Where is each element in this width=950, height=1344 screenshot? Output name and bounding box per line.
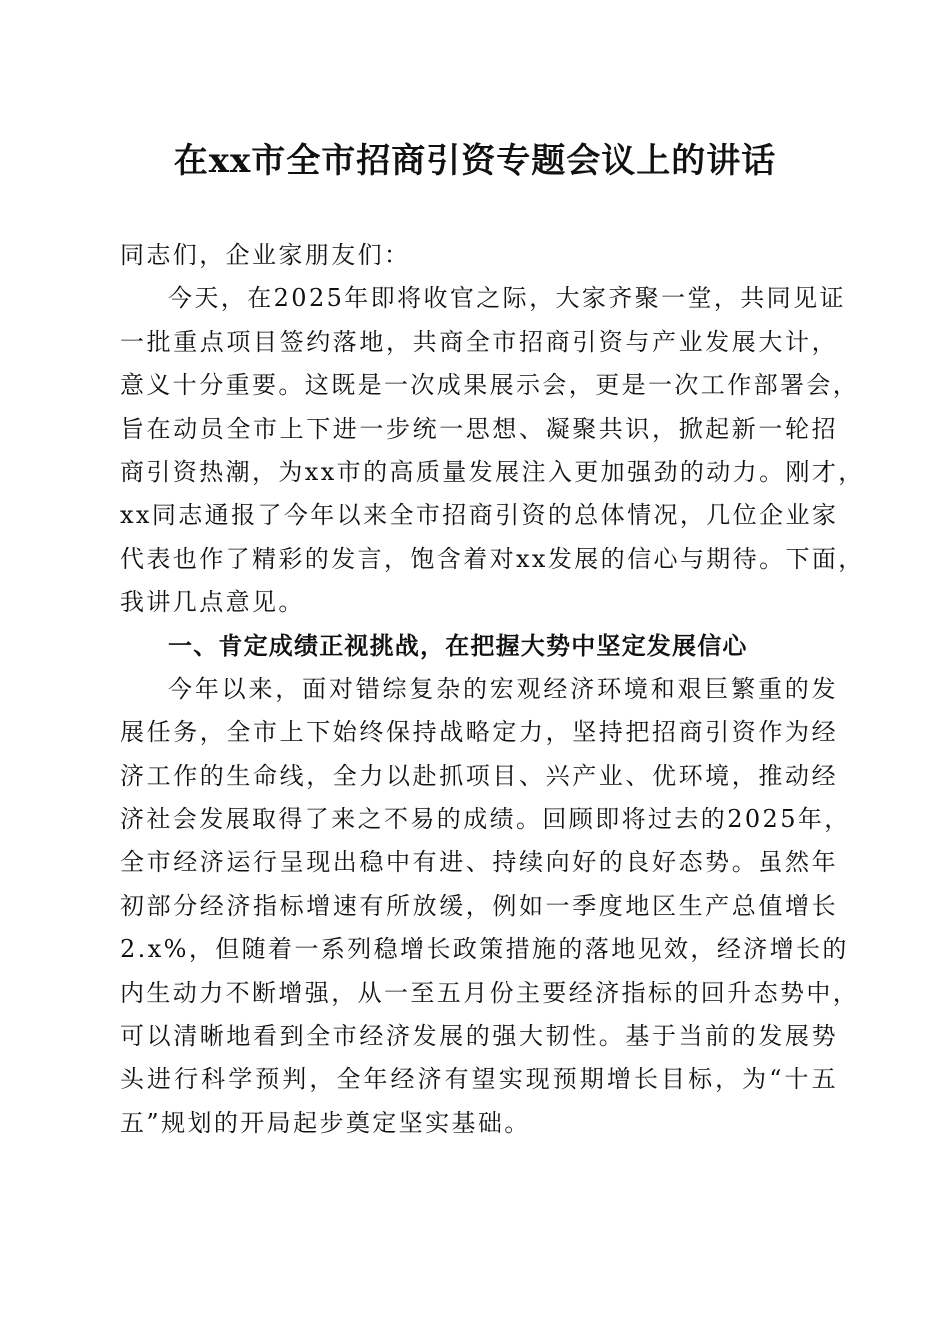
paragraph-line: 济工作的生命线，全力以赴抓项目、兴产业、优环境，推动经 bbox=[120, 761, 838, 790]
paragraph-line: 五”规划的开局起步奠定坚实基础。 bbox=[120, 1108, 531, 1137]
paragraph-line: 可以清晰地看到全市经济发展的强大韧性。基于当前的发展势 bbox=[120, 1022, 838, 1051]
paragraph-line: 2.x%，但随着一系列稳增长政策措施的落地见效，经济增长的 bbox=[120, 935, 849, 964]
paragraph-line: 我讲几点意见。 bbox=[120, 588, 305, 617]
paragraph-line: xx同志通报了今年以来全市招商引资的总体情况，几位企业家 bbox=[120, 501, 839, 530]
section-heading: 一、肯定成绩正视挑战，在把握大势中坚定发展信心 bbox=[168, 631, 748, 660]
paragraph-line: 代表也作了精彩的发言，饱含着对xx发展的信心与期待。下面， bbox=[120, 544, 865, 573]
paragraph-line: 全市经济运行呈现出稳中有进、持续向好的良好态势。虽然年 bbox=[120, 848, 838, 877]
paragraph-intro bbox=[120, 277, 865, 624]
salutation: 同志们，企业家朋友们： bbox=[120, 241, 411, 269]
paragraph-line: 今天，在2025年即将收官之际，大家齐聚一堂，共同见证 bbox=[168, 284, 846, 313]
paragraph-line: 旨在动员全市上下进一步统一思想、凝聚共识，掀起新一轮招 bbox=[120, 414, 838, 443]
paragraph-section-1 bbox=[120, 668, 860, 1145]
paragraph-line: 今年以来，面对错综复杂的宏观经济环境和艰巨繁重的发 bbox=[168, 674, 838, 703]
paragraph-line: 初部分经济指标增速有所放缓，例如一季度地区生产总值增长 bbox=[120, 891, 838, 920]
document-title: 在xx市全市招商引资专题会议上的讲话 bbox=[173, 141, 777, 181]
paragraph-line: 意义十分重要。这既是一次成果展示会，更是一次工作部署会， bbox=[120, 371, 860, 400]
paragraph-line: 展任务，全市上下始终保持战略定力，坚持把招商引资作为经 bbox=[120, 718, 838, 747]
paragraph-line: 济社会发展取得了来之不易的成绩。回顾即将过去的2025年， bbox=[120, 805, 851, 834]
paragraph-line: 头进行科学预判，全年经济有望实现预期增长目标，为“十五 bbox=[120, 1065, 838, 1094]
paragraph-line: 一批重点项目签约落地，共商全市招商引资与产业发展大计， bbox=[120, 327, 838, 356]
paragraph-line: 内生动力不断增强，从一至五月份主要经济指标的回升态势中， bbox=[120, 978, 860, 1007]
document-body bbox=[120, 234, 865, 1145]
paragraph-line: 商引资热潮，为xx市的高质量发展注入更加强劲的动力。刚才， bbox=[120, 457, 865, 486]
